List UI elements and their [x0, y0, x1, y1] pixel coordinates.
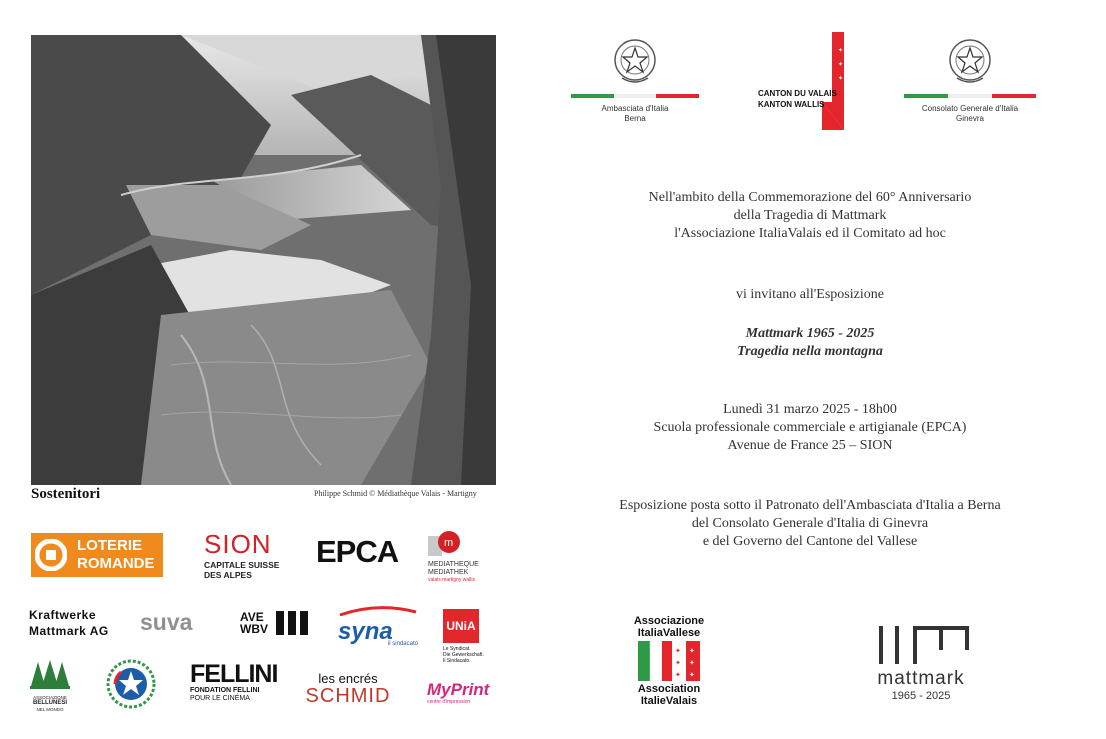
- myprint-tag: centre d'impression: [427, 699, 471, 705]
- suva-logo: suva: [140, 609, 193, 635]
- embassy-logo: [570, 36, 700, 124]
- canton-line1: CANTON DU VALAIS: [758, 89, 837, 98]
- sion-name: SION: [204, 529, 272, 559]
- photo-credit: Philippe Schmid © Médiathèque Valais - Martigny: [314, 489, 477, 498]
- svg-text:m: m: [444, 537, 454, 549]
- trees-icon: [30, 660, 70, 690]
- association-line1: Associazione: [633, 615, 705, 627]
- svg-text:✦: ✦: [675, 672, 681, 679]
- myprint-name: MyPrint: [427, 680, 490, 699]
- unia-name: UNiA: [443, 609, 479, 643]
- unia-line3: Il Sindacato.: [443, 658, 471, 664]
- mediatheque-logo: [428, 530, 500, 584]
- mediatheque-line3: valais martigny wallis: [428, 577, 475, 583]
- loterie-line2: ROMANDE: [77, 555, 155, 572]
- fellini-logo: [190, 660, 278, 703]
- svg-text:✦: ✦: [689, 648, 695, 655]
- italian-emblem-icon: [947, 36, 993, 88]
- schmid-line1: les encrés: [318, 671, 378, 686]
- syna-logo: [338, 603, 418, 647]
- sion-line2: DES ALPES: [204, 570, 252, 580]
- ave-line2: WBV: [240, 622, 268, 636]
- association-line3: Association: [637, 683, 701, 695]
- canton-logo: [752, 30, 847, 130]
- bellunesi-line1: ASSOCIAZIONE: [33, 695, 67, 700]
- italian-flag-line: [571, 94, 699, 98]
- bellunesi-line3: NEL MONDO: [36, 707, 64, 712]
- exhibition-title-block: [560, 325, 1060, 361]
- event-venue: Scuola professionale commerciale e artigianale (EPCA): [653, 420, 967, 435]
- canton-line2: KANTON WALLIS: [758, 100, 825, 109]
- mediatheque-icon: [428, 530, 462, 556]
- loterie-line1: LOTERIE: [77, 537, 143, 554]
- myprint-logo: [427, 681, 501, 705]
- consulate-logo: [904, 36, 1036, 124]
- italy-valais-flag-icon: [638, 641, 700, 681]
- kraftwerke-line2: Mattmark AG: [29, 624, 109, 638]
- loterie-romande-logo: [31, 533, 163, 577]
- fellini-name: FELLINI: [190, 660, 278, 688]
- intro-text: [560, 189, 1060, 243]
- event-details: [560, 401, 1060, 455]
- loterie-circle-icon: [35, 539, 67, 571]
- intro-line-3: l'Associazione ItaliaValais ed il Comitato ad hoc: [674, 226, 946, 241]
- mattmark-mark-icon: [871, 620, 971, 664]
- kraftwerke-logo: [29, 607, 109, 639]
- patronage-line-1: Esposizione posta sotto il Patronato dell'Ambasciata d'Italia a Berna: [619, 498, 1001, 513]
- embassy-line1: Ambasciata d'Italia: [601, 104, 669, 113]
- mattmark-logo: [866, 620, 976, 703]
- bellunesi-line2: BELLUNESI: [32, 700, 67, 706]
- mattmark-photo: [31, 35, 496, 485]
- ave-wbv-logo: [240, 611, 268, 636]
- intro-line-2: della Tragedia di Mattmark: [733, 208, 887, 223]
- kraftwerke-line1: Kraftwerke: [29, 608, 97, 622]
- exhibition-subtitle: Tragedia nella montagna: [737, 344, 883, 359]
- sion-line1: CAPITALE SUISSE: [204, 560, 280, 570]
- association-line4: ItalieValais: [640, 695, 698, 707]
- mattmark-name: mattmark: [877, 668, 965, 689]
- valais-flag-icon: [822, 32, 844, 130]
- patronage-text: [560, 497, 1060, 551]
- svg-text:✦: ✦: [675, 660, 681, 667]
- sponsors-heading: Sostenitori: [31, 486, 101, 502]
- svg-text:✦: ✦: [689, 660, 695, 667]
- svg-text:✦: ✦: [838, 76, 844, 82]
- syna-swoosh-icon: [338, 606, 418, 616]
- mattmark-years: 1965 - 2025: [891, 690, 951, 702]
- event-date: Lunedì 31 marzo 2025 - 18h00: [723, 402, 897, 417]
- consulate-line1: Consolato Generale d'Italia: [921, 104, 1019, 113]
- embassy-line2: Berna: [624, 114, 646, 123]
- italian-flag-line: [904, 94, 1036, 98]
- italian-emblem-icon: [612, 36, 658, 88]
- fellini-line2: POUR LE CINÉMA: [190, 695, 250, 702]
- schmid-line2: SCHMID: [305, 685, 391, 707]
- unia-line2: Die Gewerkschaft.: [443, 652, 484, 658]
- ave-bars-icon: [276, 611, 310, 635]
- schmid-logo: [298, 672, 398, 707]
- svg-text:✦: ✦: [689, 672, 695, 679]
- svg-text:✦: ✦: [838, 62, 844, 68]
- event-address: Avenue de France 25 – SION: [727, 438, 893, 453]
- patronage-line-3: e del Governo del Cantone del Vallese: [702, 534, 918, 549]
- unia-logo: [443, 609, 503, 664]
- unia-line1: Le Syndicat.: [443, 646, 471, 652]
- syna-name: syna: [338, 618, 393, 645]
- association-logo: [626, 615, 712, 707]
- svg-text:✦: ✦: [675, 648, 681, 655]
- mediatheque-line1: MEDIATHEQUE: [428, 561, 479, 568]
- bellunesi-logo: [29, 660, 71, 712]
- exhibition-title: Mattmark 1965 - 2025: [745, 326, 875, 341]
- intro-line-1: Nell'ambito della Commemorazione del 60° Anniversario: [648, 190, 972, 205]
- sion-logo: [204, 530, 279, 580]
- ave-line1: AVE: [240, 610, 264, 624]
- consulate-line2: Ginevra: [955, 114, 984, 123]
- syna-tag: il sindacato: [387, 641, 418, 647]
- patronage-line-2: del Consolato Generale d'Italia di Ginevra: [691, 516, 929, 531]
- invite-text: vi invitano all'Esposizione: [736, 287, 884, 302]
- fellini-line1: FONDATION FELLINI: [190, 687, 260, 694]
- star-seal-icon: [106, 659, 156, 709]
- svg-text:✦: ✦: [838, 48, 844, 54]
- epca-logo: EPCA: [316, 534, 399, 569]
- mediatheque-line2: MEDIATHEK: [428, 569, 469, 576]
- association-line2: ItaliaVallese: [637, 627, 701, 639]
